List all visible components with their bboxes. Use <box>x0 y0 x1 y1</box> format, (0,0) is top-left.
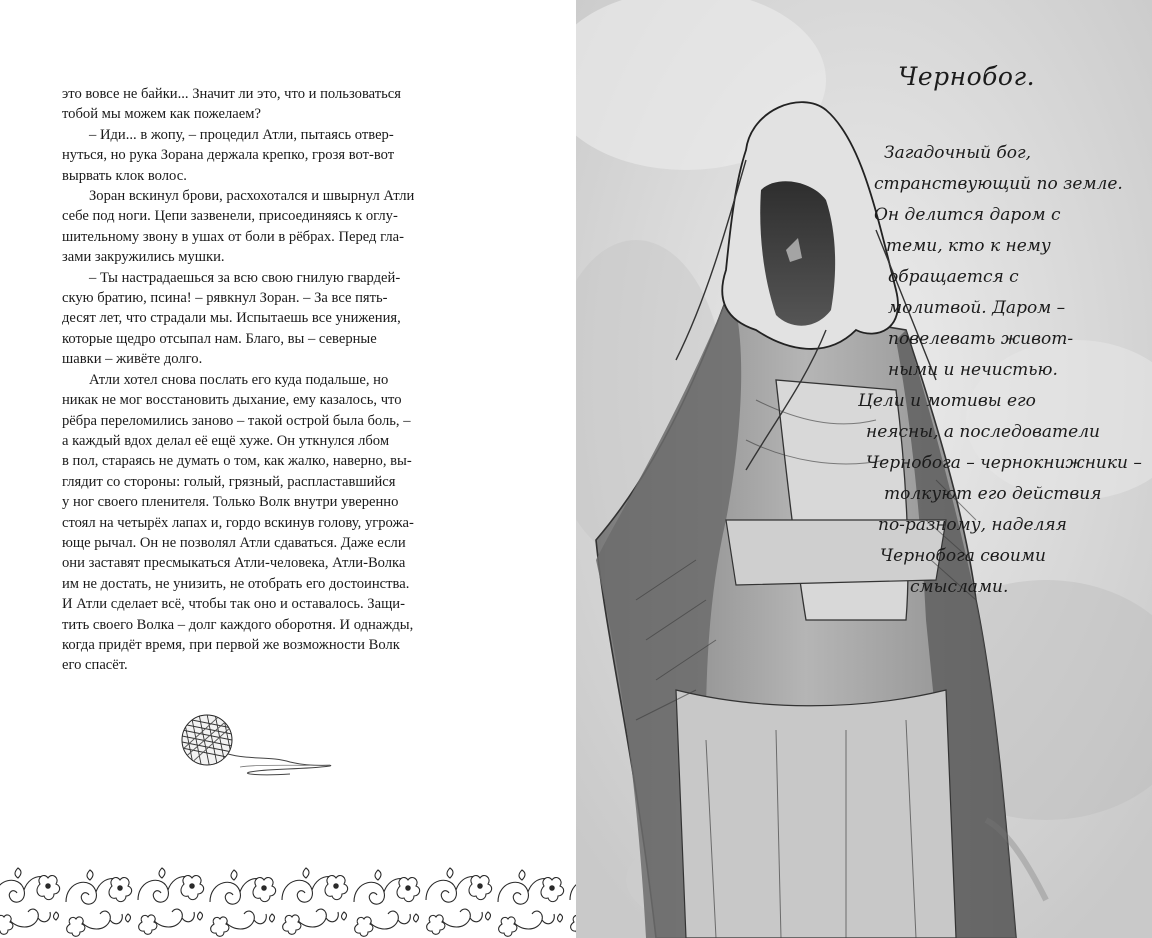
note-line: Он делится даром с <box>874 205 1061 225</box>
note-line: Чернобога своими <box>880 546 1046 566</box>
text-line: это вовсе не байки... Значит ли это, что и пользоваться <box>62 86 401 102</box>
text-line: шавки – живёте долго. <box>62 351 203 368</box>
note-line: обращается с <box>888 267 1019 287</box>
text-line: в пол, стараясь не думать о том, как жалко, наверно, вы- <box>62 453 412 470</box>
text-line: – Ты настрадаешься за всю свою гнилую гвардей- <box>89 269 401 286</box>
text-line: глядит со стороны: голый, грязный, распластавшийся <box>62 473 396 490</box>
paragraph <box>62 186 464 268</box>
floral-ornament-border <box>0 860 576 938</box>
text-line: Атли хотел снова послать его куда подальше, но <box>89 371 389 388</box>
text-line: зами закружились мушки. <box>62 249 225 266</box>
note-title: Чернобог. <box>898 62 1036 91</box>
text-line: которые щедро отсыпал нам. Благо, вы – северные <box>62 330 377 347</box>
note-line: молитвой. Даром – <box>888 298 1066 318</box>
text-line: а каждый вдох делал её ещё хуже. Он уткнулся лбом <box>62 432 390 449</box>
text-line: скую братию, псина! – рявкнул Зоран. – За все пять- <box>62 290 388 307</box>
note-line: теми, кто к нему <box>886 236 1051 256</box>
text-line: никак не мог восстановить дыхание, ему казалось, что <box>62 392 402 409</box>
text-line: им не достать, не унизить, не отобрать его достоинства. <box>62 575 410 592</box>
text-line: тобой мы можем как пожелаем? <box>62 106 261 123</box>
text-line: нуться, но рука Зорана держала крепко, грозя вот-вот <box>62 147 395 164</box>
handwritten-note <box>858 138 1142 603</box>
note-line: Загадочный бог, <box>884 143 1032 163</box>
note-line: странствующий по земле. <box>874 174 1123 194</box>
note-line: толкуют его действия <box>884 484 1102 504</box>
note-line: повелевать живот- <box>888 329 1074 349</box>
note-line: неясны, а последователи <box>866 422 1101 442</box>
paragraph <box>62 370 464 676</box>
text-line: стоял на четырёх лапах и, гордо вскинув голову, угрожа- <box>62 514 414 531</box>
text-line: себе под ноги. Цепи зазвенели, присоединяясь к оглу- <box>62 208 398 225</box>
text-line: у ног своего пленителя. Только Волк внутри уверенно <box>62 494 399 511</box>
note-line: Чернобога – чернокнижники – <box>866 453 1142 473</box>
paragraph <box>62 84 464 125</box>
yarn-ball-icon <box>180 704 340 784</box>
text-line: юще рычал. Он не позволял Атли сдаваться. Даже если <box>62 534 406 551</box>
text-line: тить своего Волка – долг каждого оборотня. И однажды, <box>62 616 414 633</box>
paragraph <box>62 125 464 186</box>
paragraph <box>62 268 464 370</box>
text-line: шительному звону в ушах от боли в рёбрах. Перед гла- <box>62 228 404 245</box>
text-line: десят лет, что страдали мы. Испытаешь все унижения, <box>62 310 401 327</box>
note-line: ными и нечистью. <box>888 360 1058 380</box>
right-page-illustration <box>576 0 1152 938</box>
note-line: Цели и мотивы его <box>858 391 1036 411</box>
text-line: рёбра переломились заново – такой острой была боль, – <box>62 412 411 429</box>
text-line: они заставят пресмыкаться Атли-человека, Атли-Волка <box>62 555 406 572</box>
note-line: смыслами. <box>910 577 1009 597</box>
text-line: его спасёт. <box>62 657 128 674</box>
text-line: – Иди... в жопу, – процедил Атли, пытаясь отвер- <box>89 126 394 143</box>
story-text <box>62 84 464 676</box>
note-line: по-разному, наделяя <box>878 515 1067 535</box>
text-line: вырвать клок волос. <box>62 167 187 184</box>
text-line: Зоран вскинул брови, расхохотался и швырнул Атли <box>89 188 415 205</box>
text-line: И Атли сделает всё, чтобы так оно и оставалось. Защи- <box>62 596 405 613</box>
text-line: когда придёт время, при первой же возможности Волк <box>62 636 400 653</box>
